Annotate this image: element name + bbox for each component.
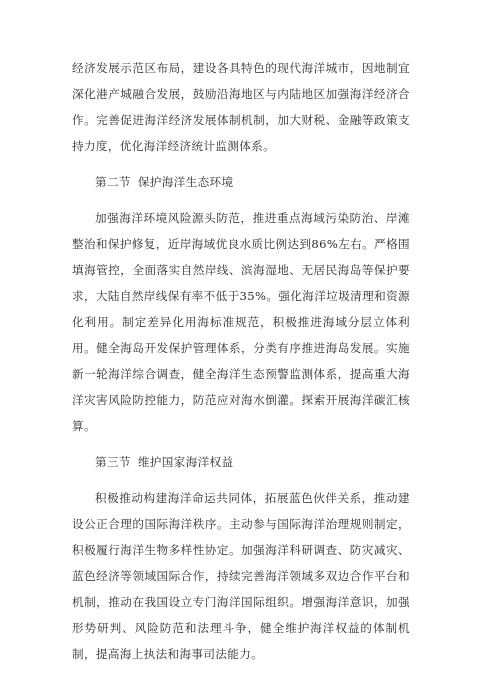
section-2-heading (72, 169, 410, 195)
section-3-title: 维护国家海洋权益 (137, 455, 234, 469)
section-2-number: 第二节 (95, 175, 131, 189)
section-2-paragraph: 加强海洋环境风险源头防范，推进重点海域污染防治、岸滩整治和保护修复，近岸海域优良水质比例达到86%左右。严格围填海管控，全面落实自然岸线、滨海湿地、无居民海岛等保护要求，大陆自然岸线保有率不低于35%。强化海洋垃圾清理和资源化利用。制定差异化用海标准规范，积极推进海域分层立体利用。健全海岛开发保护管理体系，分类有序推进海岛发展。实施新一轮海洋综合调查，健全海洋生态预警监测体系，提高重大海洋灾害风险防控能力，防范应对海水倒灌。探索开展海洋碳汇核算。 (72, 211, 410, 433)
section-2-title: 保护海洋生态环境 (137, 175, 234, 189)
section-3-heading (72, 449, 410, 475)
section-3-number: 第三节 (95, 455, 131, 469)
section-3-paragraph: 积极推动构建海洋命运共同体，拓展蓝色伙伴关系，推动建设公正合理的国际海洋秩序。主动参与国际海洋治理规则制定，积极履行海洋生物多样性协定。加强海洋科研调查、防灾减灾、蓝色经济等领域国际合作，持续完善海洋领域多双边合作平台和机制，推动在我国设立专门海洋国际组织。增强海洋意识，加强形势研判、风险防范和法理斗争，健全维护海洋权益的体制机制，提高海上执法和海事司法能力。 (72, 491, 410, 661)
intro-paragraph: 经济发展示范区布局，建设各具特色的现代海洋城市，因地制宜深化港产城融合发展，鼓励沿海地区与内陆地区加强海洋经济合作。完善促进海洋经济发展体制机制，加大财税、金融等政策支持力度，优化海洋经济统计监测体系。 (72, 61, 410, 153)
